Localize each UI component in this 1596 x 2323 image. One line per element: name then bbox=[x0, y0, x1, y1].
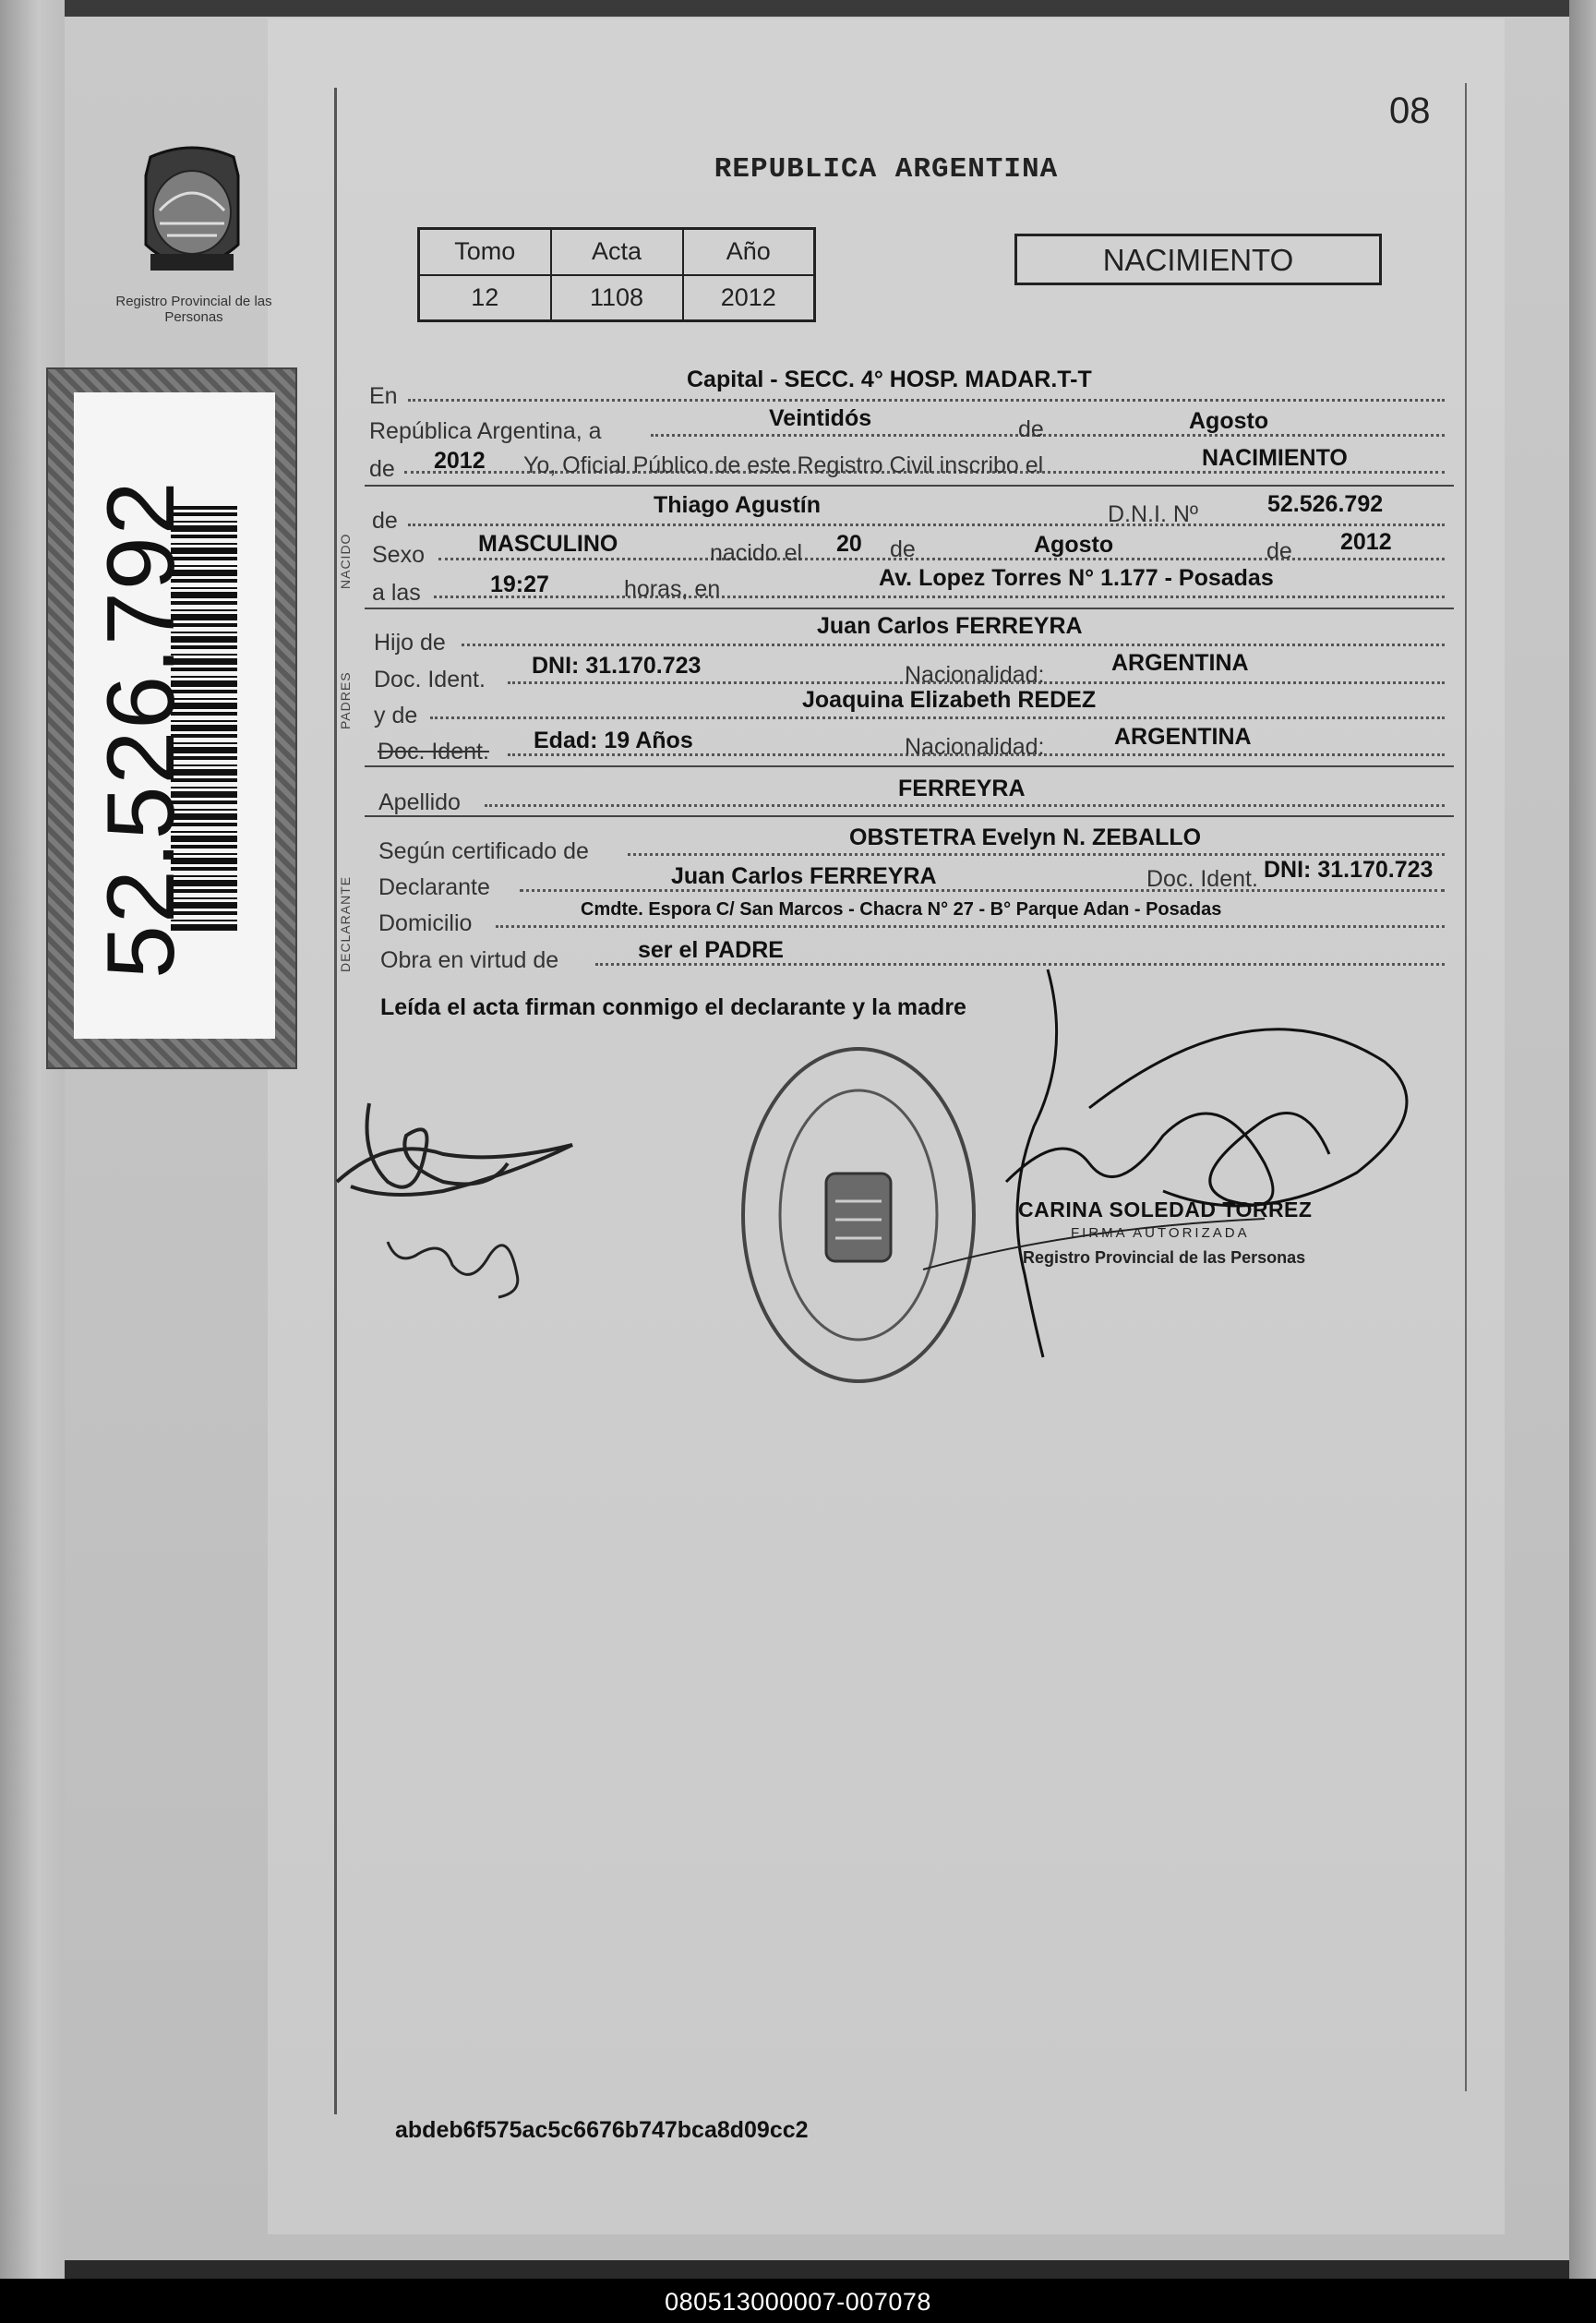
dotted-line bbox=[434, 596, 1445, 598]
value-nombre: Thiago Agustín bbox=[654, 492, 821, 518]
dotted-line bbox=[408, 524, 1445, 526]
label-segun: Según certificado de bbox=[378, 838, 589, 864]
record-header-row bbox=[419, 229, 815, 275]
record-header-cell: Acta bbox=[551, 229, 683, 275]
side-label-nacido: NACIDO bbox=[338, 533, 353, 589]
value-nac-anio: 2012 bbox=[1340, 529, 1392, 555]
value-madre-nac: ARGENTINA bbox=[1114, 724, 1252, 750]
value-dia: Veintidós bbox=[769, 405, 872, 431]
section-divider bbox=[365, 815, 1454, 817]
value-nac-mes: Agosto bbox=[1034, 532, 1114, 558]
value-madre-doc: Edad: 19 Años bbox=[534, 728, 693, 753]
label-doc-ident: Doc. Ident. bbox=[374, 667, 486, 692]
registry-caption: Registro Provincial de las Personas bbox=[115, 294, 272, 325]
value-hora: 19:27 bbox=[490, 572, 549, 597]
label-y-de: y de bbox=[374, 703, 418, 728]
section-divider bbox=[365, 765, 1454, 767]
record-header-cell: Año bbox=[683, 229, 815, 275]
record-header-cell: Tomo bbox=[419, 229, 551, 275]
label-de-anio: de bbox=[369, 456, 395, 482]
label-en: En bbox=[369, 383, 398, 409]
value-apellido: FERREYRA bbox=[898, 776, 1026, 801]
footer-code: 080513000007-007078 bbox=[665, 2288, 931, 2316]
value-padre: Juan Carlos FERREYRA bbox=[817, 613, 1083, 639]
label-nacido-el: nacido el bbox=[710, 540, 803, 566]
document-hash: abdeb6f575ac5c6676b747bca8d09cc2 bbox=[395, 2117, 809, 2143]
value-lugar-nac: Av. Lopez Torres N° 1.177 - Posadas bbox=[879, 565, 1274, 591]
value-madre: Joaquina Elizabeth REDEZ bbox=[802, 687, 1097, 713]
side-label-declarante: DECLARANTE bbox=[338, 875, 353, 972]
record-value-cell: 2012 bbox=[683, 275, 815, 321]
officer-organization: Registro Provincial de las Personas bbox=[1023, 1248, 1306, 1267]
value-certificado: OBSTETRA Evelyn N. ZEBALLO bbox=[849, 824, 1202, 850]
dotted-line bbox=[628, 853, 1445, 856]
value-padre-nac: ARGENTINA bbox=[1111, 650, 1249, 676]
label-nacionalidad: Nacionalidad: bbox=[905, 662, 1045, 688]
right-page-edge bbox=[1569, 0, 1596, 2279]
closing-statement: Leída el acta firman conmigo el declarante y la madre bbox=[380, 994, 966, 1020]
label-apellido: Apellido bbox=[378, 789, 461, 815]
value-dni: 52.526.792 bbox=[1267, 491, 1384, 517]
record-value-cell: 12 bbox=[419, 275, 551, 321]
label-domicilio: Domicilio bbox=[378, 910, 473, 936]
label-horas-en: horas, en bbox=[624, 576, 721, 602]
value-nac-dia: 20 bbox=[836, 531, 862, 557]
value-domicilio: Cmdte. Espora C/ San Marcos - Chacra N° 27 - B° Parque Adan - Posadas bbox=[581, 899, 1222, 920]
label-de-nombre: de bbox=[372, 508, 398, 534]
dotted-line bbox=[651, 434, 1445, 437]
value-anio: 2012 bbox=[434, 448, 486, 474]
label-republica: República Argentina, a bbox=[369, 418, 602, 444]
label-dni: D.N.I. Nº bbox=[1108, 501, 1199, 527]
label-de-anio2: de bbox=[1266, 538, 1292, 564]
label-hijo-de: Hijo de bbox=[374, 630, 446, 656]
dotted-line bbox=[462, 644, 1445, 646]
value-declarante-doc: DNI: 31.170.723 bbox=[1264, 857, 1434, 883]
label-de-mes: de bbox=[890, 536, 916, 562]
label-obra: Obra en virtud de bbox=[380, 947, 559, 973]
barcode-number: 52.526.792 bbox=[88, 479, 195, 979]
value-obra: ser el PADRE bbox=[638, 937, 784, 963]
label-a-las: a las bbox=[372, 580, 421, 606]
side-label-padres: PADRES bbox=[338, 671, 353, 729]
value-lugar: Capital - SECC. 4° HOSP. MADAR.T-T bbox=[687, 367, 1092, 392]
record-table bbox=[417, 227, 816, 322]
label-declarante: Declarante bbox=[378, 874, 490, 900]
record-value-cell: 1108 bbox=[551, 275, 683, 321]
dotted-line bbox=[408, 399, 1445, 402]
dotted-line bbox=[485, 804, 1445, 807]
dotted-line bbox=[430, 716, 1445, 719]
section-divider bbox=[365, 485, 1454, 487]
section-divider bbox=[365, 608, 1454, 609]
value-mes: Agosto bbox=[1189, 408, 1269, 434]
signatures-icon bbox=[332, 923, 1468, 1403]
value-acto: NACIMIENTO bbox=[1202, 445, 1348, 471]
officer-name: CARINA SOLEDAD TORREZ bbox=[1018, 1198, 1313, 1222]
officer-role: FIRMA AUTORIZADA bbox=[1071, 1225, 1250, 1241]
book-spine-edge bbox=[0, 0, 65, 2279]
page-number: 08 bbox=[1389, 90, 1431, 131]
label-yo: Yo, Oficial Público de este Registro Civil inscribo el bbox=[523, 452, 1044, 478]
value-declarante: Juan Carlos FERREYRA bbox=[671, 863, 937, 889]
label-de: de bbox=[1018, 416, 1044, 442]
label-sexo: Sexo bbox=[372, 542, 425, 568]
record-type-box: NACIMIENTO bbox=[1014, 234, 1382, 285]
dotted-line bbox=[438, 558, 1445, 560]
label-nacionalidad-madre: Nacionalidad: bbox=[905, 734, 1045, 760]
record-value-row bbox=[419, 275, 815, 321]
value-padre-doc: DNI: 31.170.723 bbox=[532, 653, 702, 679]
dotted-line bbox=[520, 889, 1445, 892]
label-doc-ident-declarante: Doc. Ident. bbox=[1146, 866, 1258, 892]
registry-seal-icon bbox=[123, 138, 261, 286]
page-title: REPUBLICA ARGENTINA bbox=[714, 153, 1059, 186]
value-sexo: MASCULINO bbox=[478, 531, 618, 557]
label-doc-ident-madre: Doc. Ident. bbox=[378, 739, 489, 764]
